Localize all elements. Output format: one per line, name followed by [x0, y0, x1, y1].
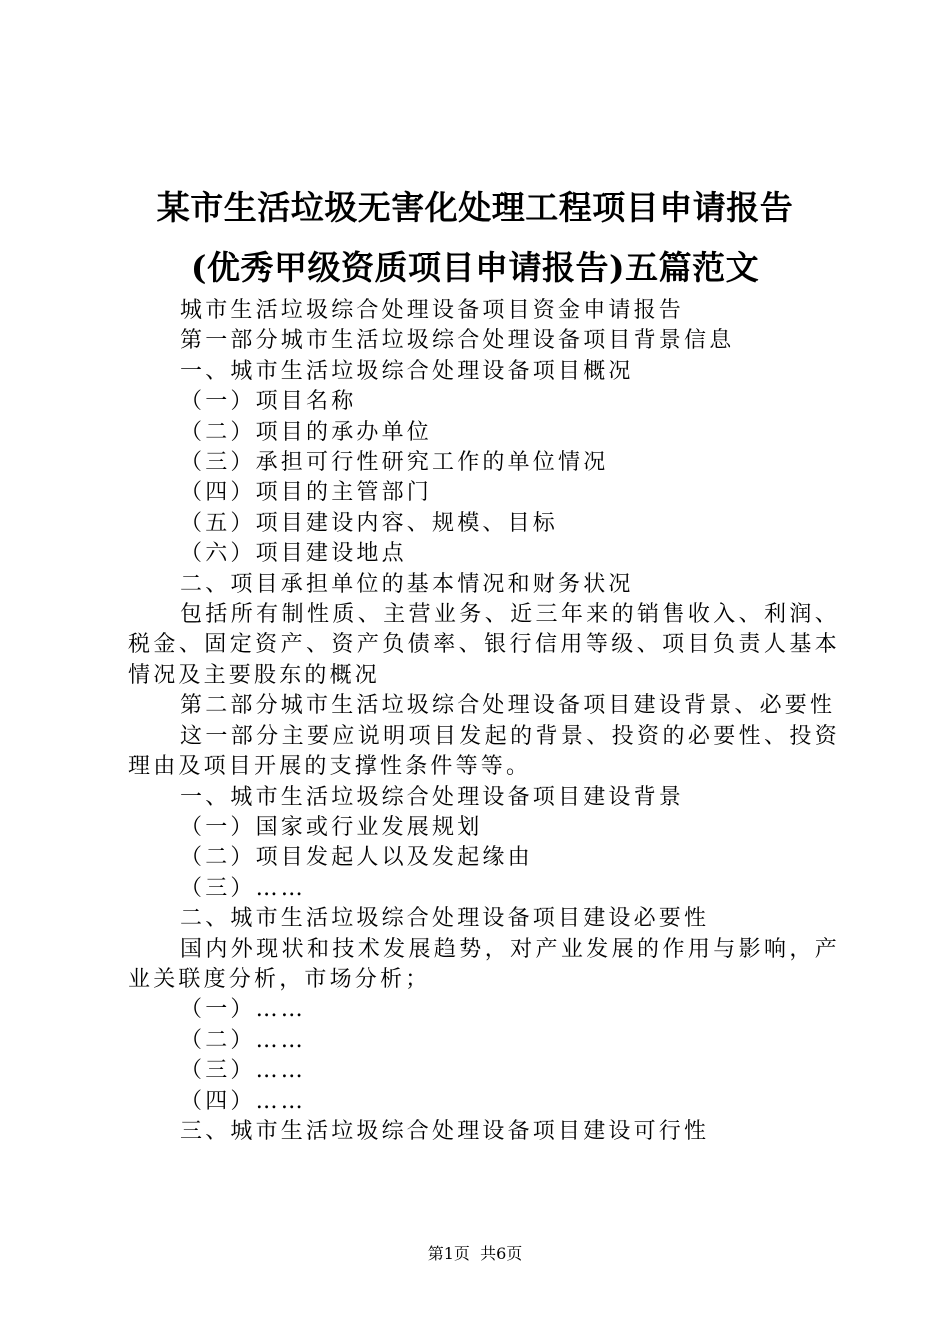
- paragraph-body: 包括所有制性质、主营业务、近三年来的销售收入、利润、税金、固定资产、资产负债率、银行信用等级、项目负责人基本情况及主要股东的概况: [128, 602, 840, 688]
- list-item: （一）项目名称: [180, 389, 357, 415]
- list-item: （二）项目发起人以及发起缘由: [180, 845, 533, 871]
- heading-section-1: 一、城市生活垃圾综合处理设备项目建设背景: [180, 784, 685, 810]
- heading-section-3: 三、城市生活垃圾综合处理设备项目建设可行性: [180, 1118, 710, 1144]
- heading-part-one: 第一部分城市生活垃圾综合处理设备项目背景信息: [180, 328, 735, 354]
- heading-section-1: 一、城市生活垃圾综合处理设备项目概况: [180, 358, 634, 384]
- paragraph-report-name: 城市生活垃圾综合处理设备项目资金申请报告: [180, 298, 685, 323]
- list-item: （五）项目建设内容、规模、目标: [180, 510, 559, 536]
- list-item: （一）国家或行业发展规划: [180, 814, 483, 840]
- list-item: （二）……: [180, 1027, 307, 1053]
- list-item: （四）……: [180, 1088, 307, 1114]
- heading-section-2: 二、城市生活垃圾综合处理设备项目建设必要性: [180, 906, 710, 932]
- list-item: （二）项目的承办单位: [180, 419, 433, 445]
- heading-part-two: 第二部分城市生活垃圾综合处理设备项目建设背景、必要性: [180, 693, 836, 719]
- document-title-line-1: 某市生活垃圾无害化处理工程项目申请报告: [156, 188, 794, 227]
- list-item: （三）承担可行性研究工作的单位情况: [180, 450, 609, 476]
- list-item: （三）……: [180, 875, 307, 901]
- page-number-footer: 第1页 共6页: [427, 1244, 523, 1263]
- list-item: （一）……: [180, 997, 307, 1023]
- list-item: （六）项目建设地点: [180, 541, 407, 567]
- list-item: （三）……: [180, 1058, 307, 1084]
- document-title-line-2: (优秀甲级资质项目申请报告)五篇范文: [190, 248, 760, 287]
- document-body: [128, 296, 840, 1147]
- paragraph-body: 这一部分主要应说明项目发起的背景、投资的必要性、投资理由及项目开展的支撑性条件等等。: [128, 723, 840, 780]
- list-item: （四）项目的主管部门: [180, 480, 433, 506]
- heading-section-2: 二、项目承担单位的基本情况和财务状况: [180, 571, 634, 597]
- paragraph-body: 国内外现状和技术发展趋势，对产业发展的作用与影响，产业关联度分析，市场分析；: [128, 936, 840, 992]
